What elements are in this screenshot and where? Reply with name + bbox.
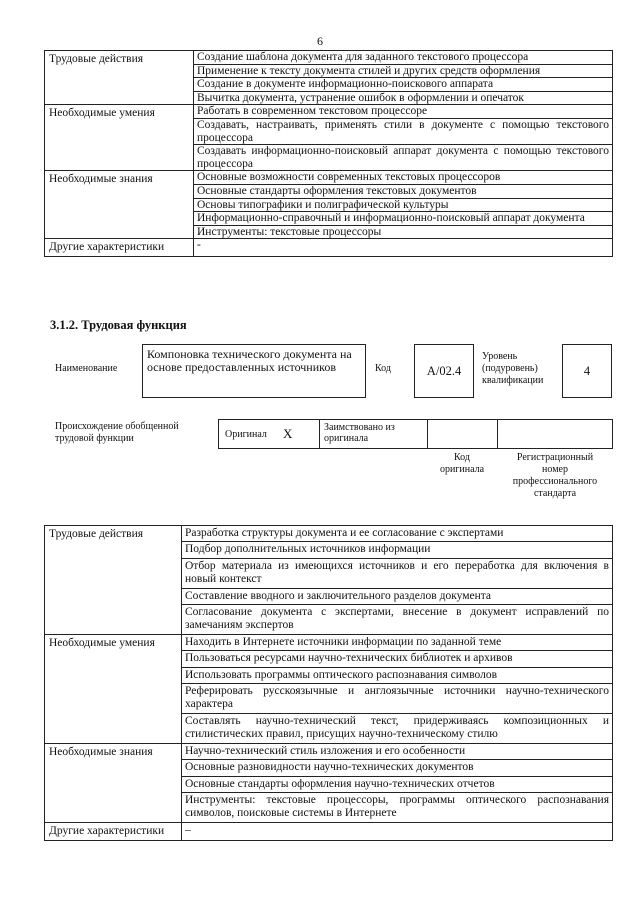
table-row [45, 51, 613, 65]
level-label-line-2: (подуровень) [482, 363, 538, 374]
item-cell: Информационно-справочный и информационно-поисковый аппарат документа [194, 212, 613, 226]
registration-number-cell [498, 420, 612, 448]
table-row [45, 171, 613, 185]
category-cell: Трудовые действия [45, 51, 194, 105]
item-cell: Составлять научно-технический текст, придерживаясь композиционных и стилистических правил, присущих научно-техническому стилю [182, 713, 613, 743]
item-cell: Инструменты: текстовые процессоры [194, 225, 613, 239]
item-cell: Создание в документе информационно-поискового аппарата [194, 78, 613, 92]
original-label: Оригинал [225, 429, 267, 440]
registration-caption-line-2: номер [542, 464, 568, 475]
registration-caption-line-1: Регистрационный [516, 452, 594, 463]
requirements-table-2-body [45, 526, 613, 841]
table-row [45, 526, 613, 542]
item-cell: Создавать информационно-поисковый аппарат документа с помощью текстового процессора [194, 145, 613, 171]
category-cell: Необходимые умения [45, 105, 194, 171]
page-number: 6 [317, 34, 323, 48]
origin-label-line-1: Происхождение обобщенной [55, 421, 179, 432]
level-label [482, 351, 543, 387]
item-cell: Находить в Интернете источники информации по заданной теме [182, 634, 613, 650]
item-cell: Вычитка документа, устранение ошибок в оформлении и опечаток [194, 91, 613, 105]
level-label-line-1: Уровень [482, 351, 518, 362]
function-code-box: А/02.4 [414, 344, 474, 398]
registration-caption-line-3: профессионального [512, 476, 598, 487]
item-cell: Согласование документа с экспертами, внесение в документ исправлений по замечаниям экспертов [182, 605, 613, 635]
borrowed-label-line-2: оригинала [324, 433, 369, 444]
item-cell: Отбор материала из имеющихся источников и его переработка для включения в новый контекст [182, 558, 613, 588]
category-cell: Необходимые знания [45, 171, 194, 239]
original-cell [219, 420, 320, 448]
section-heading: 3.1.2. Трудовая функция [50, 318, 187, 332]
item-cell: Основные разновидности научно-технических документов [182, 760, 613, 776]
item-cell: Создание шаблона документа для заданного текстового процессора [194, 51, 613, 65]
qualification-level-box: 4 [562, 344, 612, 398]
borrowed-cell [320, 420, 428, 448]
category-cell: Необходимые умения [45, 634, 182, 743]
item-cell: Инструменты: текстовые процессоры, программы оптического распознавания символов, поисковые системы в Интернете [182, 792, 613, 822]
item-cell: Применение к тексту документа стилей и других средств оформления [194, 64, 613, 78]
borrowed-label-line-1: Заимствовано из [324, 422, 395, 433]
item-cell: Основы типографики и полиграфической культуры [194, 198, 613, 212]
level-label-line-3: квалификации [482, 375, 544, 386]
registration-number-caption [497, 452, 613, 500]
category-cell: Другие характеристики [45, 822, 182, 840]
requirements-table-2 [44, 525, 613, 841]
item-cell: – [182, 822, 613, 840]
table-row [45, 822, 613, 840]
category-cell: Другие характеристики [45, 239, 194, 257]
original-mark: X [283, 426, 293, 441]
item-cell: Составление вводного и заключительного разделов документа [182, 588, 613, 604]
function-name-box: Компоновка технического документа на основе предоставленных источников [142, 344, 366, 398]
item-cell: - [194, 239, 613, 257]
requirements-table-1-body [45, 51, 613, 257]
item-cell: Разработка структуры документа и ее согласование с экспертами [182, 526, 613, 542]
table-row [45, 105, 613, 119]
origin-label-line-2: трудовой функции [55, 433, 134, 444]
origin-strip [218, 419, 613, 449]
item-cell: Подбор дополнительных источников информации [182, 542, 613, 558]
requirements-table-1 [44, 50, 613, 257]
item-cell: Пользоваться ресурсами научно-технических библиотек и архивов [182, 651, 613, 667]
item-cell: Основные стандарты оформления научно-технических отчетов [182, 776, 613, 792]
table-row [45, 634, 613, 650]
item-cell: Создавать, настраивать, применять стили в документе с помощью текстового процессора [194, 118, 613, 144]
item-cell: Работать в современном текстовом процессоре [194, 105, 613, 119]
item-cell: Основные возможности современных текстовых процессоров [194, 171, 613, 185]
borrowed-label [324, 422, 395, 444]
code-label: Код [375, 363, 391, 374]
table-row [45, 743, 613, 759]
registration-caption-line-4: стандарта [533, 488, 577, 499]
origin-label [55, 421, 179, 445]
original-code-cell [428, 420, 498, 448]
original-code-caption-line-1: Код [454, 452, 470, 463]
item-cell: Реферировать русскоязычные и англоязычные источники научно-технического характера [182, 684, 613, 714]
name-label: Наименование [55, 363, 118, 374]
category-cell: Необходимые знания [45, 743, 182, 822]
original-code-caption [427, 452, 497, 476]
original-code-caption-line-2: оригинала [439, 464, 485, 475]
table-row [45, 239, 613, 257]
item-cell: Научно-технический стиль изложения и его особенности [182, 743, 613, 759]
item-cell: Основные стандарты оформления текстовых документов [194, 184, 613, 198]
item-cell: Использовать программы оптического распознавания символов [182, 667, 613, 683]
category-cell: Трудовые действия [45, 526, 182, 635]
